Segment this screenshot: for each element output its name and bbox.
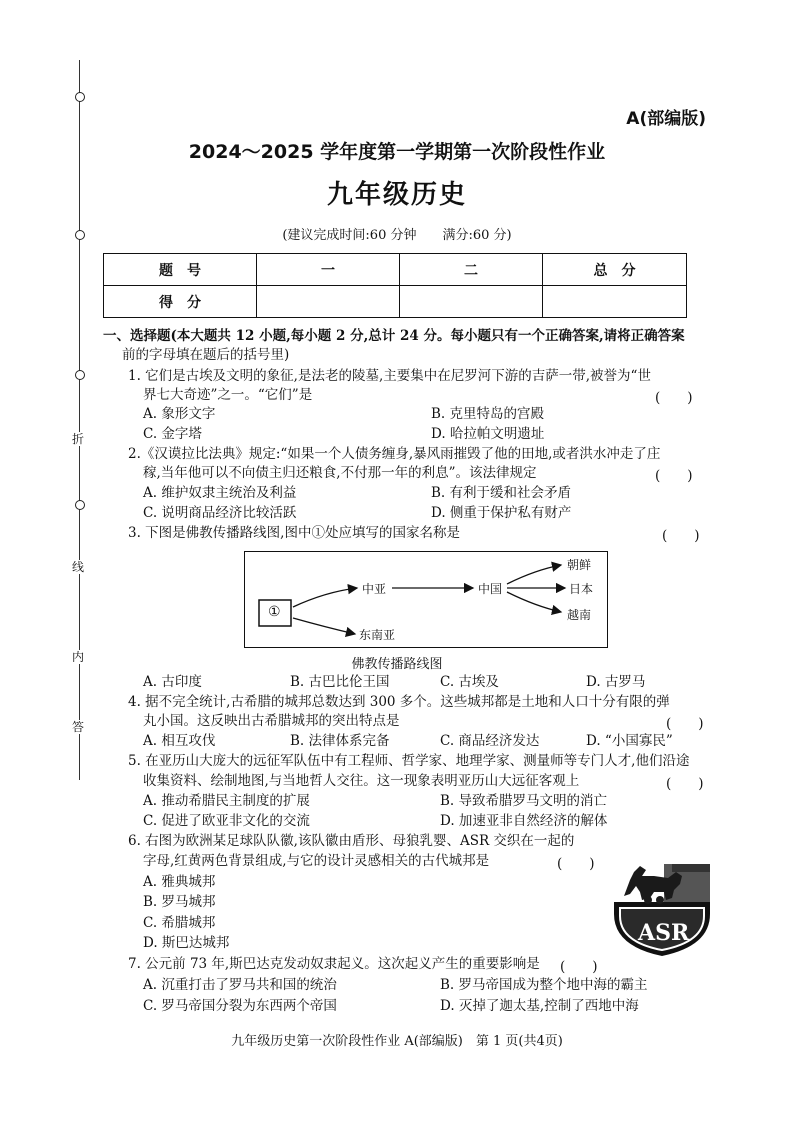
binding-hole <box>75 370 85 380</box>
southeast-asia-label: 东南亚 <box>359 628 396 642</box>
score-cell: 一 <box>257 254 400 286</box>
binding-label: 内 <box>72 650 85 664</box>
answer-blank[interactable]: ( ) <box>560 959 598 975</box>
score-table-score-row <box>104 286 687 318</box>
option-a[interactable]: A. 推动希腊民主制度的扩展 <box>143 793 310 809</box>
central-asia-label: 中亚 <box>362 582 387 596</box>
option-d[interactable]: D. 古罗马 <box>586 674 646 690</box>
question-1-text: 界七大奇迹”之一。“它们”是 <box>143 387 313 403</box>
score-cell: 二 <box>400 254 543 286</box>
question-2-text: 稼,当年他可以不向债主归还粮食,不付那一年的利息”。该法律规定 <box>143 465 537 481</box>
binding-label: 线 <box>72 560 85 574</box>
binding-margin <box>74 60 86 780</box>
option-c[interactable]: C. 古埃及 <box>440 674 499 690</box>
question-2-text: 2.《汉谟拉比法典》规定:“如果一个人债务缠身,暴风雨摧毁了他的田地,或者洪水冲走了庄 <box>128 446 661 462</box>
origin-label: ① <box>268 604 281 620</box>
option-b[interactable]: B. 古巴比伦王国 <box>290 674 390 690</box>
score-cell: 总 分 <box>543 254 687 286</box>
answer-blank[interactable]: ( ) <box>666 716 704 732</box>
exam-title: 2024～2025 学年度第一学期第一次阶段性作业 <box>188 141 606 163</box>
score-cell: 得 分 <box>104 286 257 318</box>
japan-label: 日本 <box>569 582 594 596</box>
answer-blank[interactable]: ( ) <box>662 528 700 544</box>
binding-hole <box>75 500 85 510</box>
question-5-text: 收集资料、绘制地图,与当地哲人交往。这一现象表明亚历山大远征客观上 <box>143 773 580 789</box>
option-d[interactable]: D. 哈拉帕文明遗址 <box>431 426 545 442</box>
option-a[interactable]: A. 沉重打击了罗马共和国的统治 <box>143 977 337 993</box>
question-4-text: 4. 据不完全统计,古希腊的城邦总数达到 300 多个。这些城邦都是土地和人口十分有限的弹 <box>128 694 670 710</box>
option-b[interactable]: B. 导致希腊罗马文明的消亡 <box>440 793 608 809</box>
diagram-caption: 佛教传播路线图 <box>351 657 443 672</box>
answer-blank[interactable]: ( ) <box>655 390 693 406</box>
option-c[interactable]: C. 促进了欧亚非文化的交流 <box>143 813 310 829</box>
option-a[interactable]: A. 维护奴隶主统治及利益 <box>143 485 297 501</box>
option-d[interactable]: D. 灭掉了迦太基,控制了西地中海 <box>440 998 639 1014</box>
option-c[interactable]: C. 希腊城邦 <box>143 915 216 931</box>
section-heading: 一、选择题(本大题共 12 小题,每小题 2 分,总计 24 分。每小题只有一个正确答案,请将正确答案 <box>103 328 685 344</box>
option-d[interactable]: D. 侧重于保护私有财产 <box>431 505 572 521</box>
option-d[interactable]: D. 加速亚非自然经济的解体 <box>440 813 608 829</box>
arrow-to-central-asia <box>293 588 357 607</box>
question-4-text: 丸小国。这反映出古希腊城邦的突出特点是 <box>143 713 400 729</box>
binding-hole <box>75 92 85 102</box>
option-a[interactable]: A. 相互攻伐 <box>143 733 216 749</box>
question-5-text: 5. 在亚历山大庞大的远征军队伍中有工程师、哲学家、地理学家、测量师等专门人才,他们沿途 <box>128 753 690 769</box>
option-d[interactable]: D. 斯巴达城邦 <box>143 935 230 951</box>
answer-blank[interactable]: ( ) <box>666 776 704 792</box>
binding-label: 折 <box>72 432 85 446</box>
question-7-text: 7. 公元前 73 年,斯巴达克发动奴隶起义。这次起义产生的重要影响是 <box>128 956 540 972</box>
vietnam-label: 越南 <box>567 608 592 622</box>
section-heading-cont: 前的字母填在题后的括号里) <box>122 347 290 363</box>
option-c[interactable]: C. 金字塔 <box>143 426 202 442</box>
option-b[interactable]: B. 罗马城邦 <box>143 894 216 910</box>
option-b[interactable]: B. 克里特岛的宫殿 <box>431 406 545 422</box>
binding-line <box>79 60 80 780</box>
option-a[interactable]: A. 古印度 <box>143 674 202 690</box>
option-b[interactable]: B. 罗马帝国成为整个地中海的霸主 <box>440 977 648 993</box>
arrow-to-korea <box>507 565 561 584</box>
score-table-header-row <box>104 254 687 286</box>
score-input-cell[interactable] <box>257 286 400 318</box>
option-a[interactable]: A. 雅典城邦 <box>143 874 216 890</box>
option-d[interactable]: D. “小国寡民” <box>586 733 673 749</box>
buddhism-route-diagram <box>244 551 608 648</box>
option-b[interactable]: B. 法律体系完备 <box>290 733 390 749</box>
football-club-emblem <box>610 850 714 962</box>
route-arrows <box>245 552 607 647</box>
score-input-cell[interactable] <box>543 286 687 318</box>
score-input-cell[interactable] <box>400 286 543 318</box>
arrow-to-vietnam <box>507 592 561 612</box>
binding-label: 答 <box>72 720 85 734</box>
emblem-letters: ASR <box>638 920 690 946</box>
option-c[interactable]: C. 说明商品经济比较活跃 <box>143 505 297 521</box>
page-footer: 九年级历史第一次阶段性作业 A(部编版) 第 1 页(共4页) <box>231 1034 563 1049</box>
arrow-to-southeast-asia <box>293 618 355 634</box>
answer-blank[interactable]: ( ) <box>655 468 693 484</box>
option-c[interactable]: C. 商品经济发达 <box>440 733 540 749</box>
question-1-text: 1. 它们是古埃及文明的象征,是法老的陵墓,主要集中在尼罗河下游的吉萨一带,被誉为“世 <box>128 368 651 384</box>
score-table <box>103 253 687 318</box>
china-label: 中国 <box>478 582 503 596</box>
answer-blank[interactable]: ( ) <box>557 856 595 872</box>
subject-title: 九年级历史 <box>326 180 467 210</box>
time-note: (建议完成时间:60 分钟 满分:60 分) <box>282 228 512 243</box>
question-3-text: 3. 下图是佛教传播路线图,图中①处应填写的国家名称是 <box>128 525 460 541</box>
option-a[interactable]: A. 象形文字 <box>143 406 216 422</box>
korea-label: 朝鲜 <box>567 558 592 572</box>
option-b[interactable]: B. 有利于缓和社会矛盾 <box>431 485 572 501</box>
question-6-text: 字母,红黄两色背景组成,与它的设计灵感相关的古代城邦是 <box>143 853 490 869</box>
option-c[interactable]: C. 罗马帝国分裂为东西两个帝国 <box>143 998 337 1014</box>
shield-wolf-icon <box>610 850 714 958</box>
question-6-text: 6. 右图为欧洲某足球队队徽,该队徽由盾形、母狼乳婴、ASR 交织在一起的 <box>128 833 575 849</box>
edition-label: A(部编版) <box>626 109 706 129</box>
score-cell: 题 号 <box>104 254 257 286</box>
